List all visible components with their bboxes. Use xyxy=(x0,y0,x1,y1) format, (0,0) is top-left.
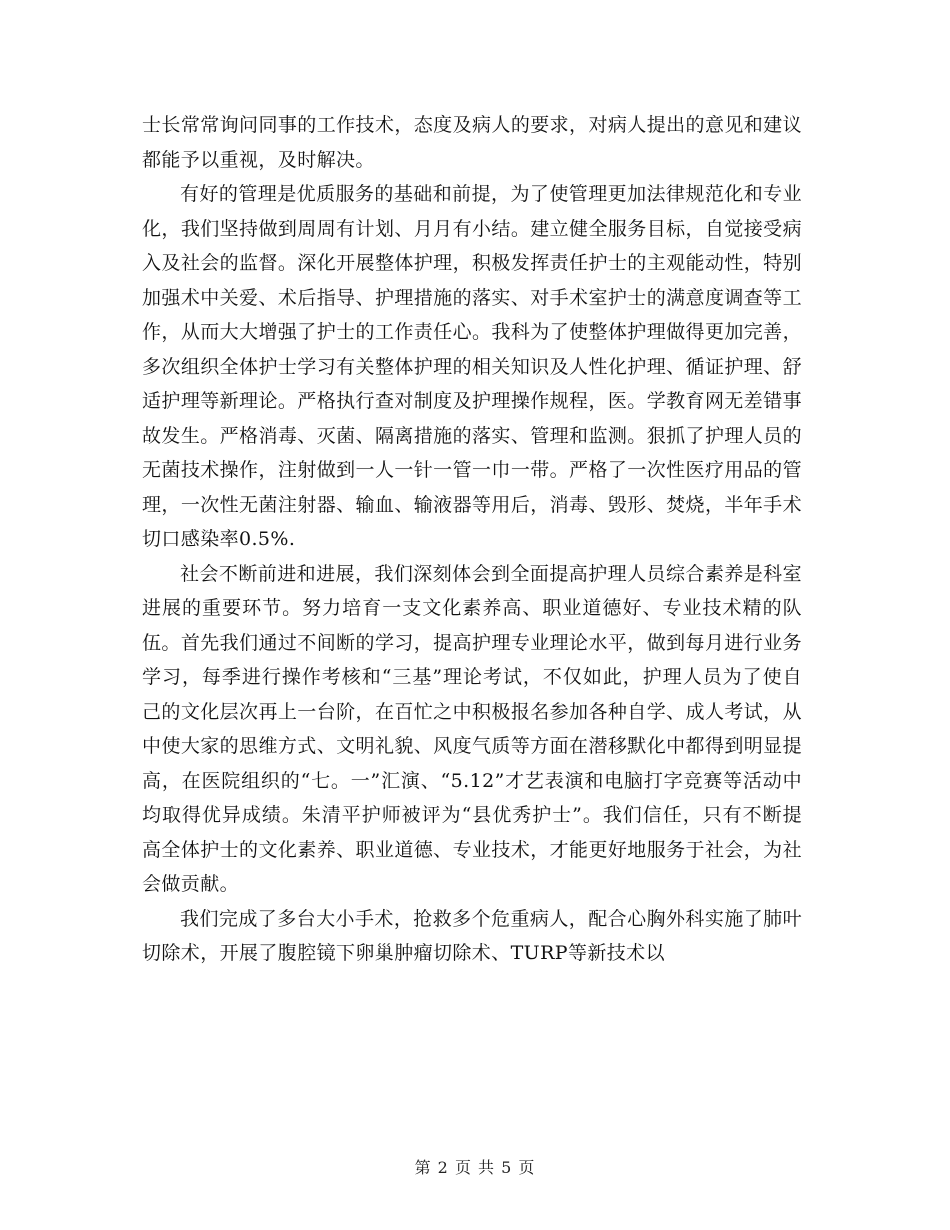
paragraph-management: 有好的管理是优质服务的基础和前提，为了使管理更加法律规范化和专业化，我们坚持做到周周有计划、月月有小结。建立健全服务目标，自觉接受病入及社会的监督。深化开展整体护理，积极发挥责任护士的主观能动性，特别加强术中关爱、术后指导、护理措施的落实、对手术室护士的满意度调查等工作，从而大大增强了护士的工作责任心。我科为了使整体护理做得更加完善，多次组织全体护士学习有关整体护理的相关知识及人性化护理、循证护理、舒适护理等新理论。严格执行查对制度及护理操作规程，医。学教育网无差错事故发生。严格消毒、灭菌、隔离措施的落实、管理和监测。狠抓了护理人员的无菌技术操作，注射做到一人一针一管一巾一带。严格了一次性医疗用品的管理，一次性无菌注射器、输血、输液器等用后，消毒、毁形、焚烧，半年手术切口感染率0.5%. xyxy=(142,183,802,550)
paragraph-surgery: 我们完成了多台大小手术，抢救多个危重病人，配合心胸外科实施了肺叶切除术，开展了腹腔镜下卵巢肿瘤切除术、TURP等新技术以 xyxy=(142,907,802,964)
paragraph-training: 社会不断前进和进展，我们深刻体会到全面提高护理人员综合素养是科室进展的重要环节。努力培育一支文化素养高、职业道德好、专业技术精的队伍。首先我们通过不间断的学习，提高护理专业理论水平，做到每月进行业务学习，每季进行操作考核和“三基”理论考试，不仅如此，护理人员为了使自己的文化层次再上一台阶，在百忙之中积极报名参加各种自学、成人考试，从中使大家的思维方式、文明礼貌、风度气质等方面在潜移默化中都得到明显提高，在医院组织的“七。一”汇演、“5.12”才艺表演和电脑打字竞赛等活动中均取得优异成绩。朱清平护师被评为“县优秀护士”。我们信任，只有不断提高全体护士的文化素养、职业道德、专业技术，才能更好地服务于社会，为社会做贡献。 xyxy=(142,562,802,895)
document-body xyxy=(142,108,802,971)
paragraph-continued: 士长常常询问同事的工作技术，态度及病人的要求，对病人提出的意见和建议都能予以重视，及时解决。 xyxy=(142,114,802,171)
page-number-footer: 第 2 页 共 5 页 xyxy=(414,1158,536,1177)
